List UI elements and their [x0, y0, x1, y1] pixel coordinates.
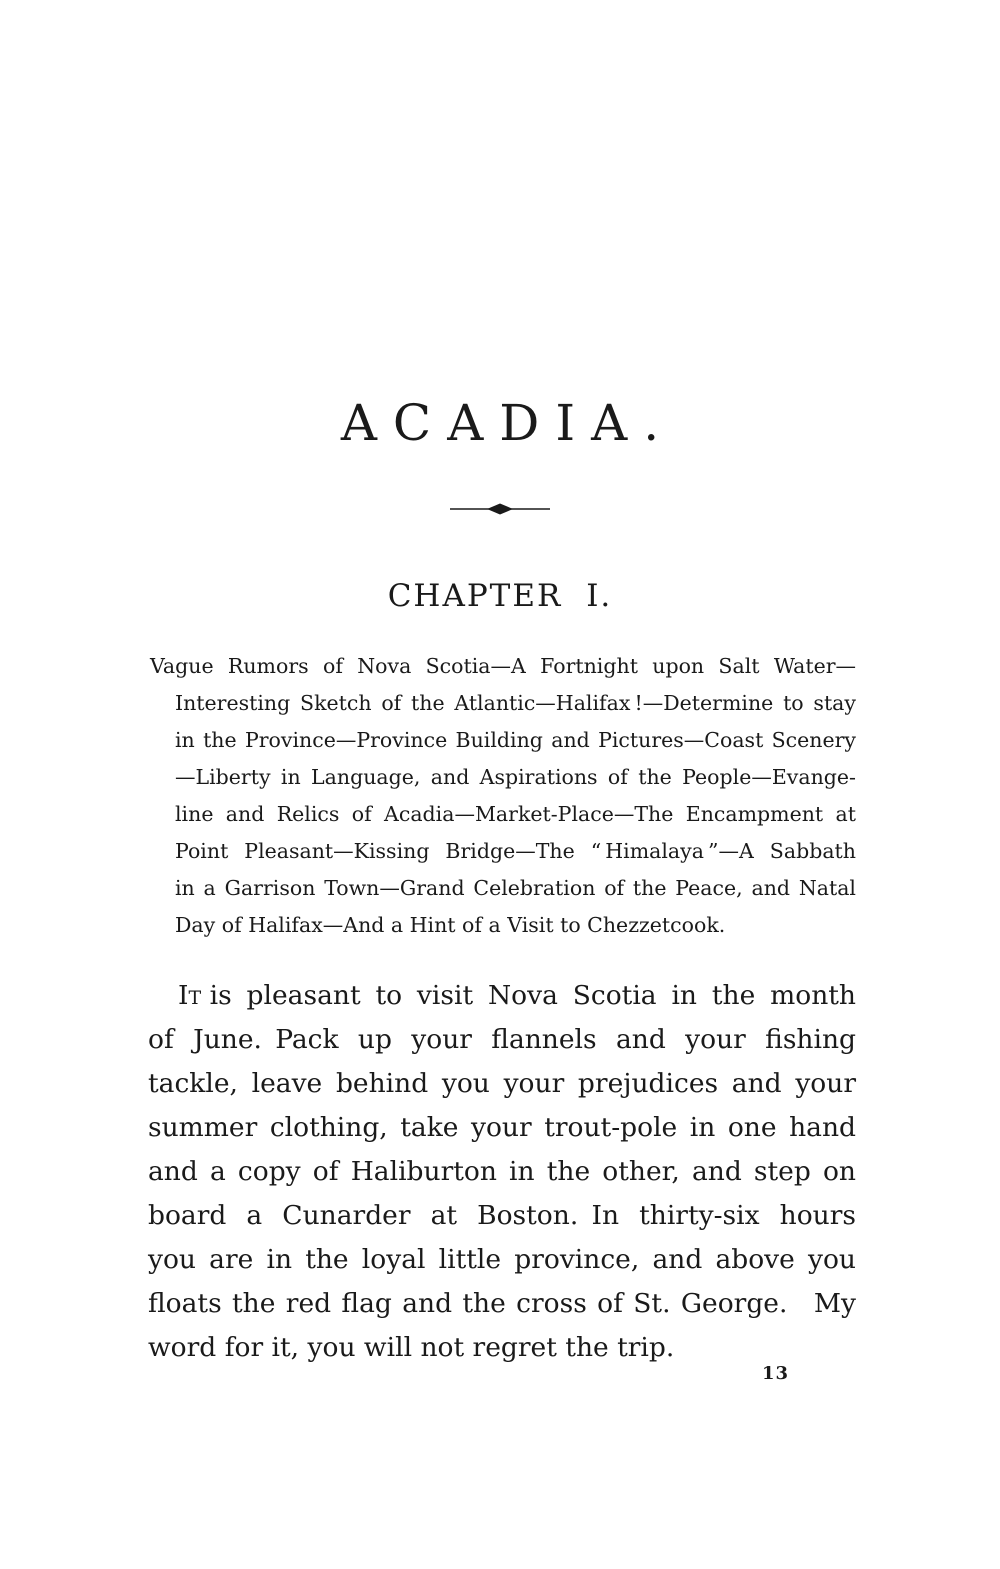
body-line: of June. Pack up your flannels and your fishing — [148, 1024, 856, 1055]
body-line: board a Cunarder at Boston. In thirty-six hours — [148, 1200, 856, 1231]
chapter-heading: CHAPTER I. — [387, 578, 613, 614]
body-line: and a copy of Haliburton in the other, and step on — [148, 1156, 856, 1187]
summary-line: Day of Halifax—And a Hint of a Visit to Chezzetcook. — [175, 913, 726, 937]
body-line: you are in the loyal little province, and above you — [148, 1244, 856, 1275]
chapter-summary — [150, 648, 856, 944]
body-line — [148, 974, 856, 1018]
summary-line: in a Garrison Town—Grand Celebration of the Peace, and Natal — [175, 876, 856, 900]
book-title: ACADIA. — [340, 394, 676, 452]
body-line: summer clothing, take your trout-pole in one hand — [148, 1112, 856, 1143]
lead-word-smallcaps: It — [178, 980, 202, 1011]
body-line-text: is pleasant to visit Nova Scotia in the month — [209, 980, 856, 1011]
summary-line: Interesting Sketch of the Atlantic—Halifax !—Determine to stay — [175, 691, 856, 715]
body-line: floats the red flag and the cross of St. George. My — [148, 1288, 856, 1319]
body-line: word for it, you will not regret the trip. — [148, 1332, 675, 1363]
summary-line: Point Pleasant—Kissing Bridge—The “ Himalaya ”—A Sabbath — [175, 839, 856, 863]
summary-line: line and Relics of Acadia—Market-Place—The Encampment at — [175, 802, 856, 826]
page-number: 13 — [762, 1363, 790, 1384]
summary-line: in the Province—Province Building and Pictures—Coast Scenery — [175, 728, 856, 752]
summary-line: —Liberty in Language, and Aspirations of the People—Evange- — [175, 765, 856, 789]
summary-line: Vague Rumors of Nova Scotia—A Fortnight upon Salt Water— — [150, 654, 856, 678]
body-line: tackle, leave behind you your prejudices and your — [148, 1068, 856, 1099]
diamond-rule-divider — [0, 502, 1000, 516]
diamond-rule-icon — [450, 502, 550, 516]
body-paragraph — [148, 974, 856, 1370]
